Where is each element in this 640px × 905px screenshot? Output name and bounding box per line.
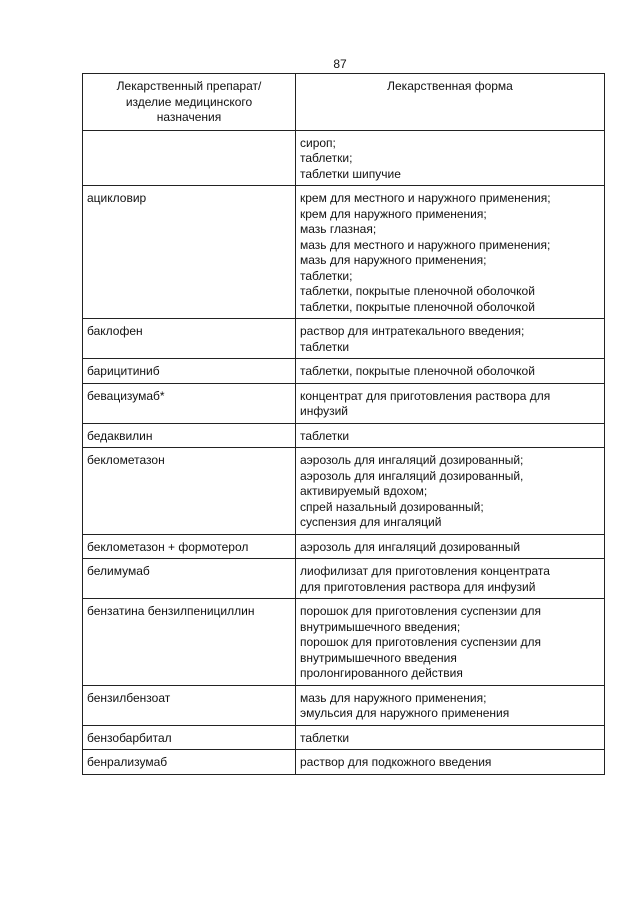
dosage-form-line: порошок для приготовления суспензии для (300, 635, 542, 649)
dosage-form-line: раствор для интратекального введения; (300, 324, 525, 338)
drug-name: барицитиниб (87, 364, 160, 378)
drug-name-cell (83, 319, 296, 359)
dosage-form-line: аэрозоль для ингаляций дозированный, (300, 468, 524, 483)
dosage-form-line: таблетки; (300, 268, 353, 283)
dosage-form-cell (296, 423, 605, 448)
drug-name-cell (83, 750, 296, 775)
dosage-form-cell (296, 130, 605, 186)
dosage-form-cell (296, 685, 605, 725)
dosage-form-line: аэрозоль для ингаляций дозированный; (300, 453, 524, 467)
drug-name-cell (83, 725, 296, 750)
drug-name-cell (83, 186, 296, 319)
dosage-form-line: лиофилизат для приготовления концентрата (300, 564, 550, 578)
table-row (83, 559, 605, 599)
drug-name: бензилбензоат (87, 690, 171, 705)
dosage-form-cell (296, 599, 605, 686)
dosage-form-line: мазь для местного и наружного применения; (300, 237, 551, 252)
drug-name: бензобарбитал (87, 730, 172, 745)
table-row (83, 423, 605, 448)
dosage-form-cell (296, 448, 605, 535)
dosage-form-line: порошок для приготовления суспензии для (300, 604, 542, 618)
dosage-form-line: пролонгированного действия (300, 666, 463, 680)
table-row (83, 130, 605, 186)
dosage-form-line: мазь для наружного применения; (300, 253, 487, 267)
drug-name-cell (83, 448, 296, 535)
dosage-form-line: аэрозоль для ингаляций дозированный (300, 539, 521, 554)
dosage-form-cell (296, 559, 605, 599)
drug-name: бевацизумаб* (87, 388, 165, 403)
dosage-form-line: таблетки, покрытые пленочной оболочкой (300, 364, 535, 378)
drug-name-cell (83, 599, 296, 686)
drug-name-cell (83, 359, 296, 384)
dosage-form-cell (296, 534, 605, 559)
drug-name: бедаквилин (87, 428, 153, 443)
dosage-form-line: таблетки, покрытые пленочной оболочкой (300, 284, 535, 298)
drug-name: ацикловир (87, 191, 147, 205)
table-row (83, 383, 605, 423)
dosage-form-line: раствор для подкожного введения (300, 755, 492, 769)
dosage-form-cell (296, 186, 605, 319)
table-row (83, 534, 605, 559)
dosage-form-line: крем для наружного применения; (300, 206, 487, 221)
drug-name-cell (83, 559, 296, 599)
dosage-form-line: таблетки шипучие (300, 166, 401, 181)
dosage-form-line: таблетки (300, 428, 350, 443)
header-drug (83, 74, 296, 131)
table-row (83, 186, 605, 319)
dosage-form-line: сироп; (300, 135, 336, 150)
dosage-form-line: таблетки; (300, 151, 353, 165)
drug-name: баклофен (87, 324, 143, 338)
drug-name: бенрализумаб (87, 755, 168, 769)
table-row (83, 725, 605, 750)
table-row (83, 448, 605, 535)
table-row (83, 319, 605, 359)
dosage-form-line: концентрат для приготовления раствора для (300, 388, 551, 403)
dosage-form-line: инфузий (300, 404, 348, 418)
dosage-form-line: таблетки (300, 730, 350, 745)
drug-table (82, 73, 605, 775)
drug-name-cell (83, 383, 296, 423)
page-number: 87 (333, 57, 347, 71)
header-drug-line: изделие медицинского (125, 94, 253, 109)
dosage-form-line: спрей назальный дозированный; (300, 499, 484, 514)
dosage-form-cell (296, 750, 605, 775)
drug-name-cell (83, 685, 296, 725)
drug-name: бензатина бензилпенициллин (87, 604, 255, 618)
drug-name-cell (83, 130, 296, 186)
drug-name-cell (83, 534, 296, 559)
drug-name: беклометазон (87, 453, 165, 467)
dosage-form-cell (296, 359, 605, 384)
dosage-form-line: мазь глазная; (300, 222, 377, 236)
table-row (83, 685, 605, 725)
table-row (83, 359, 605, 384)
header-drug-line: назначения (156, 110, 222, 124)
drug-name: белимумаб (87, 564, 150, 578)
table-header-row (83, 74, 605, 131)
dosage-form-line: таблетки (300, 339, 350, 354)
dosage-form-line: таблетки, покрытые пленочной оболочкой (300, 299, 535, 314)
dosage-form-line: внутримышечного введения (300, 650, 457, 665)
dosage-form-line: эмульсия для наружного применения (300, 706, 510, 720)
dosage-form-line: крем для местного и наружного применения; (300, 191, 551, 205)
dosage-form-line: активируемый вдохом; (300, 484, 428, 498)
header-form (296, 74, 605, 131)
header-drug-line: Лекарственный препарат/ (116, 79, 262, 93)
table-row (83, 599, 605, 686)
table-row (83, 750, 605, 775)
dosage-form-cell (296, 383, 605, 423)
dosage-form-line: мазь для наружного применения; (300, 690, 487, 705)
dosage-form-cell (296, 725, 605, 750)
dosage-form-cell (296, 319, 605, 359)
table-body (83, 130, 605, 774)
drug-name-cell (83, 423, 296, 448)
dosage-form-line: для приготовления раствора для инфузий (300, 579, 536, 594)
header-form-line: Лекарственная форма (387, 79, 513, 93)
dosage-form-line: внутримышечного введения; (300, 619, 461, 634)
drug-name: беклометазон + формотерол (87, 539, 249, 554)
dosage-form-line: суспензия для ингаляций (300, 515, 442, 529)
